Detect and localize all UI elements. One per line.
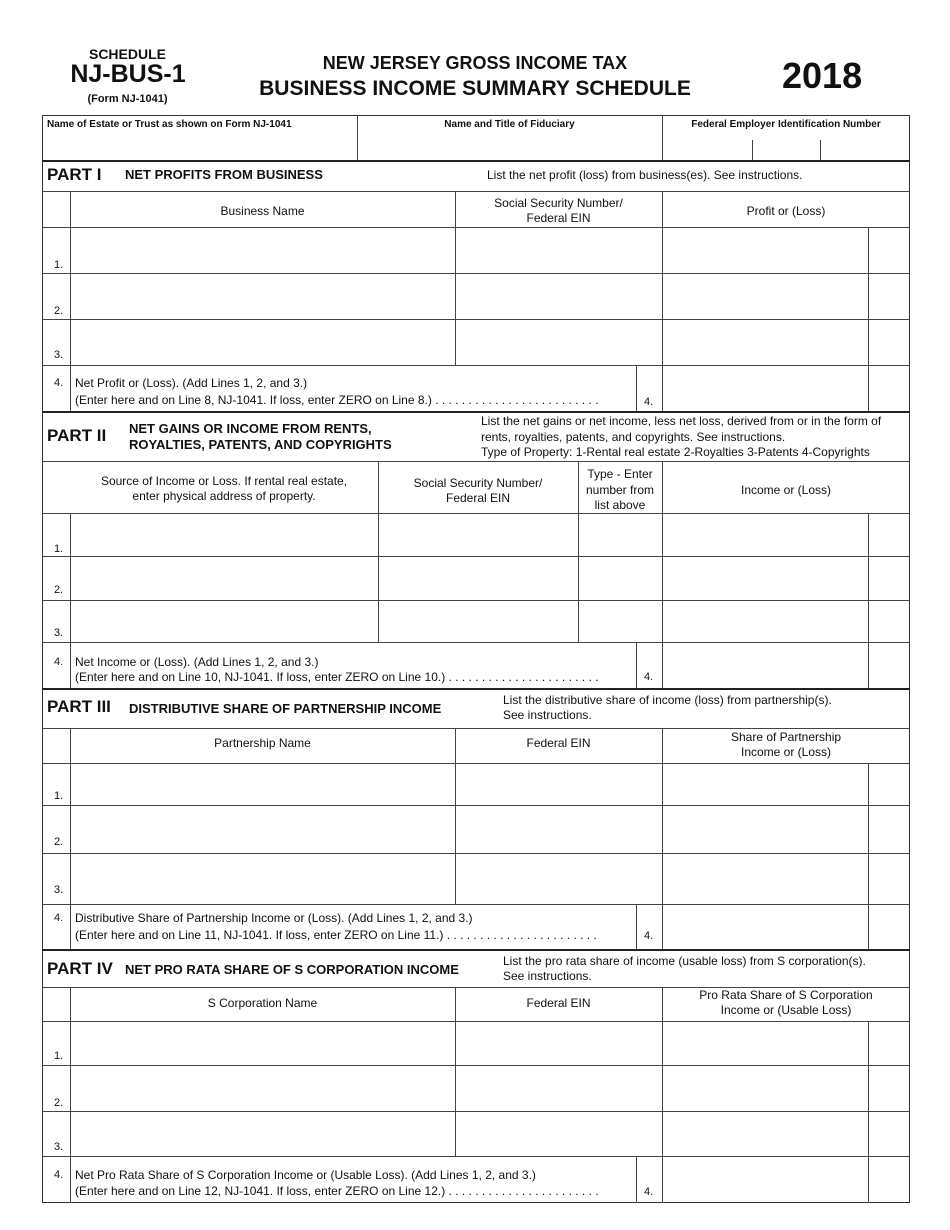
part1-title: NET PROFITS FROM BUSINESS [125, 167, 323, 182]
part2-line1-source[interactable] [71, 514, 377, 555]
part2-line1-amount[interactable] [663, 514, 867, 555]
part2-total-amount[interactable] [663, 643, 867, 687]
part3-line1-ein[interactable] [456, 764, 661, 804]
part1-col-profit: Profit or (Loss) [746, 204, 826, 218]
fein-input[interactable] [663, 140, 909, 159]
part2-instr-line1: List the net gains or net income, less net loss, derived from or in the form of [481, 414, 882, 428]
part3-instr-line2: See instructions. [503, 708, 592, 722]
part3-line3-partnership-name[interactable] [71, 854, 454, 903]
part4-line-num: 3. [54, 1141, 64, 1153]
part2-line1-type[interactable] [579, 514, 661, 555]
fiduciary-label: Name and Title of Fiduciary [444, 119, 575, 130]
part2-col-source-line2: enter physical address of property. [132, 489, 316, 503]
part3-line3-ein[interactable] [456, 854, 661, 903]
part1-col-ssn-line1: Social Security Number/ [494, 196, 623, 210]
part3-line-num: 3. [54, 884, 64, 896]
part1-line1-business-name[interactable] [71, 228, 454, 272]
part3-line2-amount[interactable] [663, 806, 867, 852]
part4-col-share-line1: Pro Rata Share of S Corporation [699, 988, 873, 1002]
part4-col-share-line2: Income or (Usable Loss) [720, 1003, 852, 1017]
form-title-line2: BUSINESS INCOME SUMMARY SCHEDULE [259, 77, 691, 100]
part2-instr-line2: rents, royalties, patents, and copyrights. See instructions. [481, 430, 786, 444]
part3-instr-line1: List the distributive share of income (loss) from partnership(s). [503, 693, 832, 707]
part4-instr-line2: See instructions. [503, 969, 592, 983]
part2-col-source-line1: Source of Income or Loss. If rental real estate, [100, 474, 348, 488]
part2-line3-type[interactable] [579, 601, 661, 641]
part2-title-line2: ROYALTIES, PATENTS, AND COPYRIGHTS [129, 437, 392, 452]
part2-line1-ssn[interactable] [379, 514, 577, 555]
estate-name-input[interactable] [43, 132, 356, 159]
part1-line-num: 2. [54, 305, 64, 317]
part2-total-line1: Net Income or (Loss). (Add Lines 1, 2, and 3.) [75, 655, 319, 669]
part3-label: PART III [47, 697, 111, 716]
part2-line3-amount[interactable] [663, 601, 867, 641]
part3-col-ein: Federal EIN [526, 736, 591, 750]
part1-col-ssn-line2: Federal EIN [526, 211, 591, 225]
part1-line2-ssn[interactable] [456, 274, 661, 318]
part1-total-line2: (Enter here and on Line 8, NJ-1041. If loss, enter ZERO on Line 8.) . . . . . . . . . . . . . . . . . . . . . . . . . [75, 393, 599, 407]
tax-year: 2018 [782, 55, 863, 96]
part3-total-amount[interactable] [663, 905, 867, 948]
part4-total-num: 4. [54, 1169, 64, 1181]
part2-line3-ssn[interactable] [379, 601, 577, 641]
part3-line-num: 1. [54, 790, 64, 802]
part2-line2-source[interactable] [71, 557, 377, 599]
part2-line2-amount[interactable] [663, 557, 867, 599]
part4-line1-amount[interactable] [663, 1022, 867, 1064]
part1-total-line1: Net Profit or (Loss). (Add Lines 1, 2, and 3.) [75, 376, 308, 390]
part2-line-num: 1. [54, 543, 64, 555]
part2-line-num: 3. [54, 627, 64, 639]
part4-line3-ein[interactable] [456, 1112, 661, 1155]
part2-col-ssn-line1: Social Security Number/ [413, 476, 543, 490]
part1-total-num: 4. [54, 377, 64, 389]
form-id: NJ-BUS-1 [70, 60, 186, 88]
part4-total-box-num: 4. [644, 1186, 654, 1198]
part3-total-line2: (Enter here and on Line 11, NJ-1041. If loss, enter ZERO on Line 11.) . . . . . . . . . . . . . . . . . . . . . . . [75, 928, 597, 942]
part4-line2-scorp-name[interactable] [71, 1066, 454, 1110]
part2-instr-line3: Type of Property: 1-Rental real estate 2-Royalties 3-Patents 4-Copyrights [481, 445, 870, 459]
part4-line3-amount[interactable] [663, 1112, 867, 1155]
part1-line2-amount[interactable] [663, 274, 867, 318]
part4-col-ein: Federal EIN [526, 996, 591, 1010]
part2-line-num: 2. [54, 584, 64, 596]
schedule-label: SCHEDULE [88, 46, 166, 62]
part1-total-box-num: 4. [644, 396, 654, 408]
part2-line2-type[interactable] [579, 557, 661, 599]
part3-col-partnership-name: Partnership Name [214, 736, 311, 750]
part1-line2-business-name[interactable] [71, 274, 454, 318]
part3-line2-partnership-name[interactable] [71, 806, 454, 852]
part3-line2-ein[interactable] [456, 806, 661, 852]
part1-col-business-name: Business Name [220, 204, 305, 218]
part4-line2-ein[interactable] [456, 1066, 661, 1110]
part4-title: NET PRO RATA SHARE OF S CORPORATION INCOME [125, 962, 459, 977]
part1-line3-amount[interactable] [663, 320, 867, 364]
part4-line2-amount[interactable] [663, 1066, 867, 1110]
form-reference: (Form NJ-1041) [87, 93, 168, 105]
part2-col-ssn-line2: Federal EIN [445, 491, 511, 505]
part3-col-share-line1: Share of Partnership [730, 730, 842, 744]
part1-line-num: 3. [54, 349, 64, 361]
part4-line1-scorp-name[interactable] [71, 1022, 454, 1064]
part3-line3-amount[interactable] [663, 854, 867, 903]
fiduciary-input[interactable] [358, 132, 661, 159]
part3-col-share-line2: Income or (Loss) [740, 745, 832, 759]
part2-total-box-num: 4. [644, 671, 654, 683]
part4-line-num: 1. [54, 1050, 64, 1062]
fein-label: Federal Employer Identification Number [691, 119, 881, 130]
part1-line1-amount[interactable] [663, 228, 867, 272]
part3-line1-amount[interactable] [663, 764, 867, 804]
part3-line-num: 2. [54, 836, 64, 848]
part2-col-income: Income or (Loss) [740, 483, 832, 497]
part3-total-box-num: 4. [644, 930, 654, 942]
part2-col-type-line2: number from [585, 483, 655, 497]
part4-label: PART IV [47, 959, 113, 978]
estate-name-label: Name of Estate or Trust as shown on Form NJ-1041 [47, 119, 292, 130]
part1-line3-ssn[interactable] [456, 320, 661, 364]
part1-line-num: 1. [54, 259, 64, 271]
part4-total-amount[interactable] [663, 1157, 867, 1202]
part2-line3-source[interactable] [71, 601, 377, 641]
part4-total-line2: (Enter here and on Line 12, NJ-1041. If loss, enter ZERO on Line 12.) . . . . . . . . . . . . . . . . . . . . . . . [75, 1184, 599, 1198]
part4-col-scorp-name: S Corporation Name [207, 996, 318, 1010]
part1-line3-business-name[interactable] [71, 320, 454, 364]
part2-title-line1: NET GAINS OR INCOME FROM RENTS, [129, 421, 372, 436]
part3-total-num: 4. [54, 912, 64, 924]
part4-line1-ein[interactable] [456, 1022, 661, 1064]
part4-instr-line1: List the pro rata share of income (usable loss) from S corporation(s). [503, 954, 866, 968]
part3-title: DISTRIBUTIVE SHARE OF PARTNERSHIP INCOME [129, 701, 442, 716]
part2-total-num: 4. [54, 656, 64, 668]
part2-total-line2: (Enter here and on Line 10, NJ-1041. If loss, enter ZERO on Line 10.) . . . . . . . . . . . . . . . . . . . . . . . [75, 670, 599, 684]
part1-line1-ssn[interactable] [456, 228, 661, 272]
part1-label: PART I [47, 165, 102, 184]
form-title-line1: NEW JERSEY GROSS INCOME TAX [322, 53, 628, 73]
part2-col-type-line3: list above [594, 498, 646, 512]
part4-line-num: 2. [54, 1097, 64, 1109]
part2-line2-ssn[interactable] [379, 557, 577, 599]
part3-total-line1: Distributive Share of Partnership Income or (Loss). (Add Lines 1, 2, and 3.) [75, 911, 473, 925]
part4-line3-scorp-name[interactable] [71, 1112, 454, 1155]
part3-line1-partnership-name[interactable] [71, 764, 454, 804]
part2-col-type-line1: Type - Enter [587, 467, 653, 481]
part1-instruction: List the net profit (loss) from business(es). See instructions. [487, 168, 803, 182]
part2-label: PART II [47, 426, 107, 445]
part4-total-line1: Net Pro Rata Share of S Corporation Income or (Usable Loss). (Add Lines 1, 2, and 3.) [75, 1168, 536, 1182]
part1-total-amount[interactable] [663, 366, 867, 410]
